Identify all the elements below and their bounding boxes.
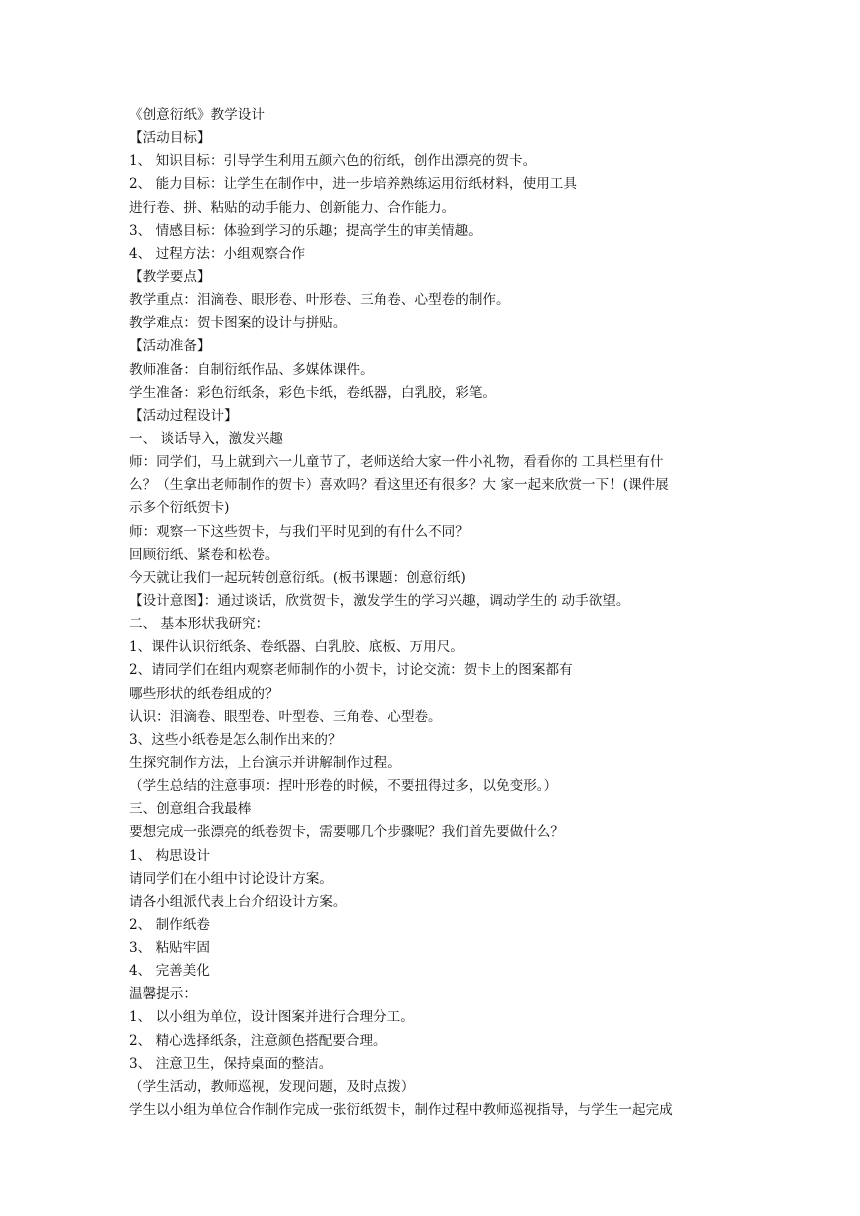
text-line: 要想完成一张漂亮的纸卷贺卡，需要哪几个步骤呢？我们首先要做什么？	[129, 824, 564, 841]
text-line: 3、 粘贴牢固	[129, 940, 210, 957]
text-line: 【教学要点】	[129, 268, 211, 285]
text-line: 3、这些小纸卷是怎么制作出来的？	[129, 731, 342, 748]
text-line: 师：同学们，马上就到六一儿童节了，老师送给大家一件小礼物，看看你的 工具栏里有什	[129, 454, 664, 471]
text-line: 教学重点：泪滴卷、眼形卷、叶形卷、三角卷、心型卷的制作。	[129, 292, 510, 309]
text-line: 一、 谈话导入，激发兴趣	[129, 430, 283, 447]
text-line: 2、 制作纸卷	[129, 916, 210, 933]
text-line: 2、 能力目标：让学生在制作中，进一步培养熟练运用衍纸材料，使用工具	[129, 176, 577, 193]
text-line: 【活动过程设计】	[129, 407, 238, 424]
text-line: （学生活动，教师巡视，发现问题，及时点拨）	[129, 1078, 415, 1095]
text-line: 【设计意图】：通过谈话，欣赏贺卡，激发学生的学习兴趣，调动学生的 动手欲望。	[129, 592, 630, 609]
text-line: 温馨提示：	[129, 986, 197, 1003]
text-line: 教学难点：贺卡图案的设计与拼贴。	[129, 315, 347, 332]
text-line: 【活动目标】	[129, 130, 211, 147]
text-line: 今天就让我们一起玩转创意衍纸。(板书课题：创意衍纸)	[129, 569, 466, 586]
text-line: 生探究制作方法，上台演示并讲解制作过程。	[129, 754, 401, 771]
text-line: 1、 知识目标：引导学生利用五颜六色的衍纸，创作出漂亮的贺卡。	[129, 153, 537, 170]
text-line: 哪些形状的纸卷组成的？	[129, 685, 279, 702]
text-line: 教师准备：自制衍纸作品、多媒体课件。	[129, 361, 374, 378]
text-line: 1、课件认识衍纸条、卷纸器、白乳胶、底板、万用尺。	[129, 639, 464, 656]
text-line: （学生总结的注意事项：捏叶形卷的时候，不要扭得过多，以免变形。）	[129, 778, 558, 795]
text-line: 1、 以小组为单位，设计图案并进行合理分工。	[129, 1009, 414, 1026]
text-line: 请同学们在小组中讨论设计方案。	[129, 870, 333, 887]
text-line: 示多个衍纸贺卡)	[129, 500, 230, 517]
text-line: 师：观察一下这些贺卡，与我们平时见到的有什么不同？	[129, 523, 469, 540]
text-line: 请各小组派代表上台介绍设计方案。	[129, 893, 347, 910]
text-line: 【活动准备】	[129, 338, 211, 355]
text-line: 1、 构思设计	[129, 847, 210, 864]
text-line: 3、 情感目标：体验到学习的乐趣；提高学生的审美情趣。	[129, 222, 482, 239]
text-line: 二、 基本形状我研究：	[129, 616, 270, 633]
text-line: 认识：泪滴卷、眼型卷、叶型卷、三角卷、心型卷。	[129, 708, 442, 725]
text-line: 3、 注意卫生，保持桌面的整洁。	[129, 1055, 333, 1072]
text-line: 回顾衍纸、紧卷和松卷。	[129, 546, 279, 563]
document-body	[129, 104, 733, 1122]
text-line: 学生以小组为单位合作制作完成一张衍纸贺卡，制作过程中教师巡视指导，与学生一起完成	[129, 1102, 673, 1119]
text-line: 进行卷、拼、粘贴的动手能力、创新能力、合作能力。	[129, 199, 456, 216]
text-line: 么？（生拿出老师制作的贺卡）喜欢吗？看这里还有很多？大 家一起来欣赏一下！(课件展	[129, 477, 669, 494]
text-line: 2、 精心选择纸条，注意颜色搭配要合理。	[129, 1032, 387, 1049]
text-line: 学生准备：彩色衍纸条，彩色卡纸，卷纸器，白乳胶，彩笔。	[129, 384, 497, 401]
text-line: 4、 过程方法：小组观察合作	[129, 245, 306, 262]
text-line: 《创意衍纸》教学设计	[129, 107, 265, 123]
text-line: 4、 完善美化	[129, 963, 210, 980]
text-line: 三、创意组合我最棒	[129, 801, 252, 818]
text-line: 2、请同学们在组内观察老师制作的小贺卡，讨论交流：贺卡上的图案都有	[129, 662, 573, 679]
